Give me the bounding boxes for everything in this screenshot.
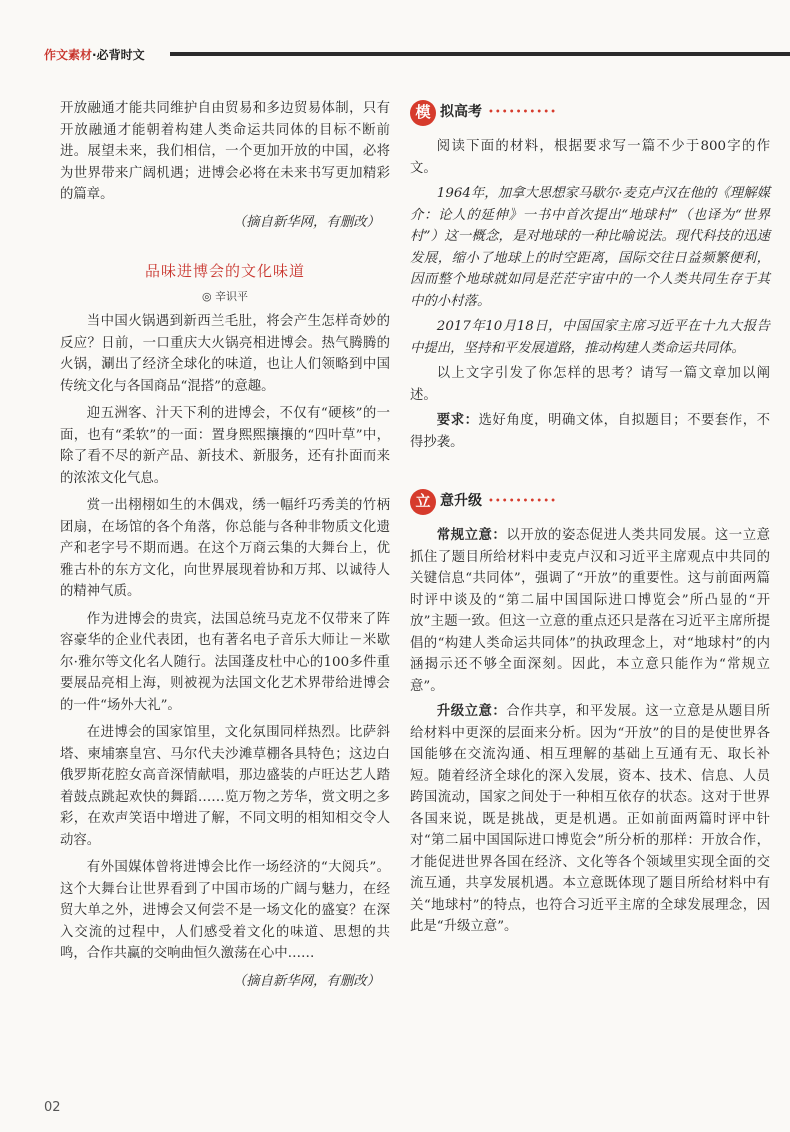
section-title: 意升级 [440,493,482,510]
section-heading-mock-exam [410,98,770,128]
article-paragraph: 在进博会的国家馆里，文化氛围同样热烈。比萨斜塔、柬埔寨皇宫、马尔代夫沙滩草棚各具特色；这边白俄罗斯花腔女高音深情献唱，那边盛装的卢旺达艺人踏着鼓点跳起欢快的舞蹈……览万物之芳华，赏文明之多彩，在欢声笑语中增进了解，不同文明的相知相交令人动容。 [60,725,390,848]
requirement [410,410,770,453]
dot-divider: •••••••••• [488,107,557,119]
page-header [0,0,790,72]
section-badge: 立 [410,489,436,515]
dot-divider: •••••••••• [488,496,557,508]
left-column [60,98,390,992]
article-paragraph: 有外国媒体曾将进博会比作一场经济的“大阅兵”。这个大舞台让世界看到了中国市场的广阔与魅力，在经贸大单之外，进博会又何尝不是一场文化的盛宴？在深入交流的过程中，人们感受着文化的味道、思想的共鸣，合作共赢的交响曲恒久激荡在心中…… [60,860,390,961]
upgrade-intent-label: 升级立意： [436,704,507,719]
normal-intent-text: 以开放的姿态促进人类共同发展。这一立意抓住了题目所给材料中麦克卢汉和习近平主席观点中共同的关键信息“共同体”，强调了“开放”的重要性。这与前面两篇时评中谈及的“第二届中国国际进口博览会”所凸显的“开放”主题一致。但这一立意的重点还只是落在习近平主席所提倡的“构建人类命运共同体”的执政理念上，对“地球村”的内涵揭示还不够全面深刻。因此，本立意只能作为“常规立意”。 [410,528,771,694]
intro-paragraph: 开放融通才能共同维护自由贸易和多边贸易体制，只有开放融通才能朝着构建人类命运共同体的目标不断前进。展望未来，我们相信，一个更加开放的中国，必将为世界带来广阔机遇；进博会必将在未来书写更加精彩的篇章。 [60,101,390,202]
right-column [410,98,770,938]
article-paragraph: 当中国火锅遇到新西兰毛肚，将会产生怎样奇妙的反应？日前，一口重庆大火锅亮相进博会。热气腾腾的火锅，涮出了经济全球化的味道，也让人们领略到中国传统文化与各国商品“混搭”的意趣。 [60,314,390,394]
article-paragraph: 赏一出栩栩如生的木偶戏，绣一幅纤巧秀美的竹柄团扇，在场馆的各个角落，你总能与各种非物质文化遗产和老字号不期而遇。在这个万商云集的大舞台上，优雅古朴的东方文化，向世界展现着协和万邦、以诚待人的精神气质。 [60,498,390,599]
header-title [44,46,145,63]
requirement-label: 要求： [436,413,479,428]
material-paragraph: 1964年，加拿大思想家马歇尔·麦克卢汉在他的《理解媒介：论人的延伸》一书中首次提出“地球村”（也译为“世界村”）这一概念，是对地球的一种比喻说法。现代科技的迅速发展，缩小了地球上的时空距离，国际交往日益频繁便利，因而整个地球就如同是茫茫宇宙中的一个人类共同生存于其中的小村落。 [410,186,770,309]
article-title: 品味进博会的文化味道 [144,262,305,280]
source-note: （摘自新华网，有删改） [232,214,380,230]
page-number: 02 [44,1100,61,1115]
normal-intent-label: 常规立意： [436,528,507,543]
material-paragraph: 2017年10月18日，中国国家主席习近平在十九大报告中提出，坚持和平发展道路，推动构建人类命运共同体。 [410,319,770,356]
header-title-brand: 作文素材 [44,48,93,62]
article-paragraph: 迎五洲客、汁天下利的进博会，不仅有“硬核”的一面，也有“柔软”的一面：置身熙熙攘攘的“四叶草”中，除了看不尽的新产品、新技术、新服务，还有扑面而来的浓浓文化气息。 [60,406,390,486]
section-badge: 模 [410,100,436,126]
upgrade-intent [410,701,770,938]
upgrade-intent-text: 合作共享，和平发展。这一立意是从题目所给材料中更深的层面来分析。因为“开放”的目的是使世界各国能够在交流沟通、相互理解的基础上互通有无、取长补短。随着经济全球化的深入发展，资本、技术、信息、人员跨国流动，国家之间处于一种相互依存的状态。这对于世界各国来说，既是挑战，更是机遇。正如前面两篇时评中针对“第二届中国国际进口博览会”所分析的那样：开放合作，才能促进世界各国在经济、文化等各个领域里实现全面的交流互通，共享发展机遇。本立意既体现了题目所给材料中有关“地球村”的特点，也符合习近平主席的全球发展理念，因此是“升级立意”。 [410,704,771,934]
section-title: 拟高考 [440,104,482,121]
prompt-paragraph: 以上文字引发了你怎样的思考？请写一篇文章加以阐述。 [410,366,770,403]
article-paragraph: 作为进博会的贵宾，法国总统马克龙不仅带来了阵容豪华的企业代表团，也有著名电子音乐大师让－米歇尔·雅尔等文化名人随行。法国蓬皮杜中心的100多件重要展品亮相上海，则被视为法国文化艺术界带给进博会的一件“场外大礼”。 [60,611,390,713]
header-rule [170,52,790,56]
article-author: ◎ 辛识平 [201,289,249,303]
normal-intent [410,525,770,697]
requirement-text: 选好角度，明确文体，自拟题目；不要套作，不得抄袭。 [410,413,771,450]
header-title-section: ·必背时文 [92,48,145,62]
section-heading-upgrade [410,487,770,517]
prompt-paragraph: 阅读下面的材料，根据要求写一篇不少于800字的作文。 [410,139,770,176]
source-note: （摘自新华网，有删改） [232,973,380,989]
